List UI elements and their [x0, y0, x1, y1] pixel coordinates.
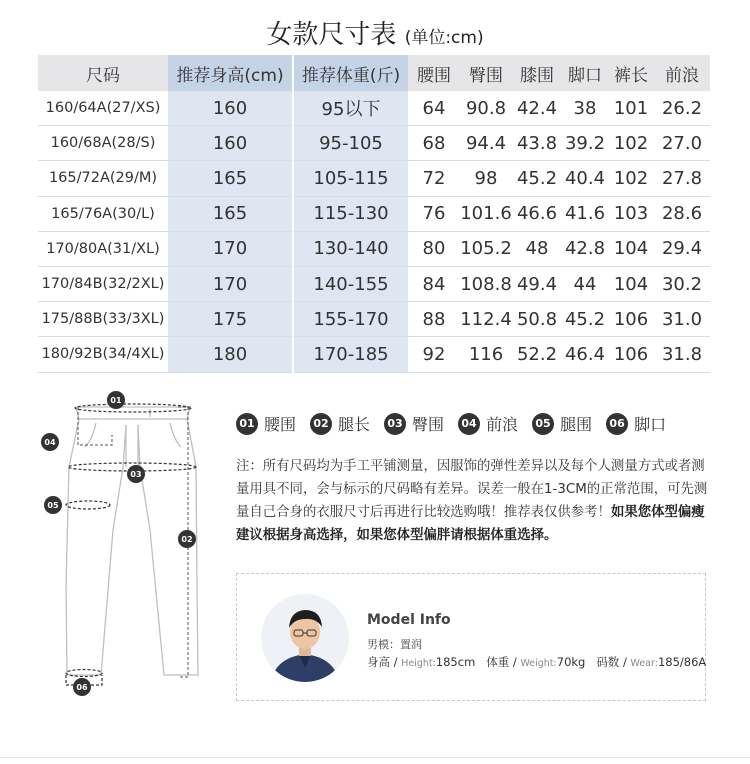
- legend-label: 腿长: [338, 415, 371, 434]
- cell-weight: 95-105: [293, 126, 408, 161]
- legend-badge: 01: [236, 413, 258, 435]
- cell-hip: 116: [460, 337, 512, 372]
- cell-front-rise: 28.6: [654, 196, 710, 231]
- legend-label: 脚口: [634, 415, 667, 434]
- cell-size: 165/76A(30/L): [38, 196, 168, 231]
- model-info-card: [236, 573, 706, 701]
- cell-size: 170/84B(32/2XL): [38, 266, 168, 301]
- cell-front-rise: 29.4: [654, 231, 710, 266]
- table-row: [38, 161, 710, 196]
- model-stats: [367, 654, 706, 670]
- note-text: 注：所有尺码均为手工平铺测量，因服饰的弹性差异以及每个人测量方式或者测量用具不同，会与标示的尺码略有差异。误差一般在1-3CM的正常范围，可先测量自己合身的衣服尺寸后再进行比较选购哦！推荐表仅供参考！: [236, 459, 708, 520]
- cell-waist: 84: [408, 266, 460, 301]
- cell-hip: 108.8: [460, 266, 512, 301]
- title-text: 女款尺寸表: [266, 20, 397, 50]
- cell-height: 160: [168, 91, 293, 126]
- header-height: 推荐身高(cm): [168, 55, 293, 91]
- cell-size: 160/64A(27/XS): [38, 91, 168, 126]
- page-title: [0, 14, 750, 51]
- wear-en-label: Wear:: [630, 658, 658, 669]
- title-unit: (单位:cm): [404, 28, 484, 48]
- cell-length: 106: [608, 302, 654, 337]
- cell-hem: 45.2: [562, 302, 608, 337]
- cell-front-rise: 31.0: [654, 302, 710, 337]
- legend-label: 前浪: [486, 415, 519, 434]
- legend-label: 腰围: [264, 415, 297, 434]
- legend-item-waist: [236, 412, 296, 435]
- cell-hem: 46.4: [562, 337, 608, 372]
- cell-hem: 39.2: [562, 126, 608, 161]
- legend-item-front-rise: [458, 412, 518, 435]
- cell-waist: 80: [408, 231, 460, 266]
- weight-label: 体重 /: [486, 655, 517, 669]
- cell-waist: 76: [408, 196, 460, 231]
- table-header-row: [38, 55, 710, 91]
- cell-length: 106: [608, 337, 654, 372]
- cell-front-rise: 27.0: [654, 126, 710, 161]
- model-name: 男模：置润: [367, 638, 422, 651]
- header-waist: 腰围: [408, 55, 460, 91]
- cell-height: 165: [168, 161, 293, 196]
- cell-waist: 64: [408, 91, 460, 126]
- legend-item-thigh: [532, 412, 592, 435]
- cell-weight: 130-140: [293, 231, 408, 266]
- cell-hip: 105.2: [460, 231, 512, 266]
- legend-label: 腿围: [560, 415, 593, 434]
- diagram-badge-06: 06: [76, 683, 88, 692]
- diagram-badge-02: 02: [181, 535, 193, 544]
- weight-value: 70kg: [556, 655, 586, 669]
- cell-knee: 43.8: [512, 126, 562, 161]
- wear-value: 185/86A: [657, 655, 707, 669]
- cell-length: 101: [608, 91, 654, 126]
- bottom-divider: [0, 757, 750, 758]
- model-info-title: Model Info: [367, 612, 451, 628]
- height-en-label: Height:: [401, 658, 436, 669]
- cell-weight: 95以下: [293, 91, 408, 126]
- cell-hip: 101.6: [460, 196, 512, 231]
- legend-item-hem: [606, 412, 666, 435]
- legend-badge: 02: [310, 413, 332, 435]
- cell-hem: 40.4: [562, 161, 608, 196]
- legend-item-leg-length: [310, 412, 370, 435]
- height-label: 身高 /: [367, 655, 398, 669]
- table-row: [38, 231, 710, 266]
- measurement-legend: [236, 412, 680, 435]
- cell-size: 160/68A(28/S): [38, 126, 168, 161]
- legend-label: 臀围: [412, 415, 445, 434]
- legend-badge: 06: [606, 413, 628, 435]
- cell-length: 103: [608, 196, 654, 231]
- cell-weight: 105-115: [293, 161, 408, 196]
- header-size: 尺码: [38, 55, 168, 91]
- cell-hip: 98: [460, 161, 512, 196]
- header-length: 裤长: [608, 55, 654, 91]
- cell-front-rise: 27.8: [654, 161, 710, 196]
- size-table: [38, 55, 710, 373]
- cell-weight: 170-185: [293, 337, 408, 372]
- cell-size: 180/92B(34/4XL): [38, 337, 168, 372]
- cell-waist: 72: [408, 161, 460, 196]
- legend-item-hip: [384, 412, 444, 435]
- cell-hem: 41.6: [562, 196, 608, 231]
- legend-badge: 05: [532, 413, 554, 435]
- cell-weight: 115-130: [293, 196, 408, 231]
- header-hip: 臀围: [460, 55, 512, 91]
- cell-height: 175: [168, 302, 293, 337]
- cell-height: 160: [168, 126, 293, 161]
- diagram-badges: [41, 391, 196, 696]
- size-note: [236, 455, 714, 547]
- weight-en-label: Weight:: [520, 658, 557, 669]
- cell-front-rise: 31.8: [654, 337, 710, 372]
- cell-waist: 92: [408, 337, 460, 372]
- cell-knee: 45.2: [512, 161, 562, 196]
- table-row: [38, 337, 710, 372]
- header-knee: 膝围: [512, 55, 562, 91]
- cell-knee: 50.8: [512, 302, 562, 337]
- cell-hem: 42.8: [562, 231, 608, 266]
- table-row: [38, 266, 710, 301]
- header-front-rise: 前浪: [654, 55, 710, 91]
- cell-hem: 44: [562, 266, 608, 301]
- height-value: 185cm: [435, 655, 476, 669]
- diagram-badge-04: 04: [44, 438, 56, 447]
- table-row: [38, 126, 710, 161]
- table-body: [38, 91, 710, 372]
- cell-weight: 155-170: [293, 302, 408, 337]
- cell-height: 170: [168, 231, 293, 266]
- diagram-badge-05: 05: [47, 501, 59, 510]
- cell-knee: 49.4: [512, 266, 562, 301]
- legend-badge: 04: [458, 413, 480, 435]
- cell-hip: 94.4: [460, 126, 512, 161]
- cell-knee: 42.4: [512, 91, 562, 126]
- cell-waist: 68: [408, 126, 460, 161]
- cell-height: 170: [168, 266, 293, 301]
- cell-size: 175/88B(33/3XL): [38, 302, 168, 337]
- cell-weight: 140-155: [293, 266, 408, 301]
- cell-length: 104: [608, 266, 654, 301]
- model-avatar: [261, 594, 349, 682]
- cell-waist: 88: [408, 302, 460, 337]
- wear-label: 码数 /: [596, 655, 627, 669]
- legend-badge: 03: [384, 413, 406, 435]
- cell-height: 180: [168, 337, 293, 372]
- cell-length: 104: [608, 231, 654, 266]
- cell-length: 102: [608, 126, 654, 161]
- cell-hip: 112.4: [460, 302, 512, 337]
- diagram-badge-01: 01: [110, 396, 122, 405]
- cell-knee: 52.2: [512, 337, 562, 372]
- cell-knee: 48: [512, 231, 562, 266]
- note-bold-text: 如果您体型偏瘦建议根据身高选择，如果您体型偏胖请根据体重选择。: [236, 505, 705, 543]
- table-row: [38, 302, 710, 337]
- cell-size: 165/72A(29/M): [38, 161, 168, 196]
- cell-knee: 46.6: [512, 196, 562, 231]
- header-weight: 推荐体重(斤): [293, 55, 408, 91]
- cell-front-rise: 30.2: [654, 266, 710, 301]
- cell-height: 165: [168, 196, 293, 231]
- pants-diagram: [30, 385, 210, 700]
- cell-hip: 90.8: [460, 91, 512, 126]
- cell-size: 170/80A(31/XL): [38, 231, 168, 266]
- cell-front-rise: 26.2: [654, 91, 710, 126]
- table-row: [38, 91, 710, 126]
- header-hem: 脚口: [562, 55, 608, 91]
- cell-hem: 38: [562, 91, 608, 126]
- diagram-badge-03: 03: [130, 470, 142, 479]
- table-row: [38, 196, 710, 231]
- cell-length: 102: [608, 161, 654, 196]
